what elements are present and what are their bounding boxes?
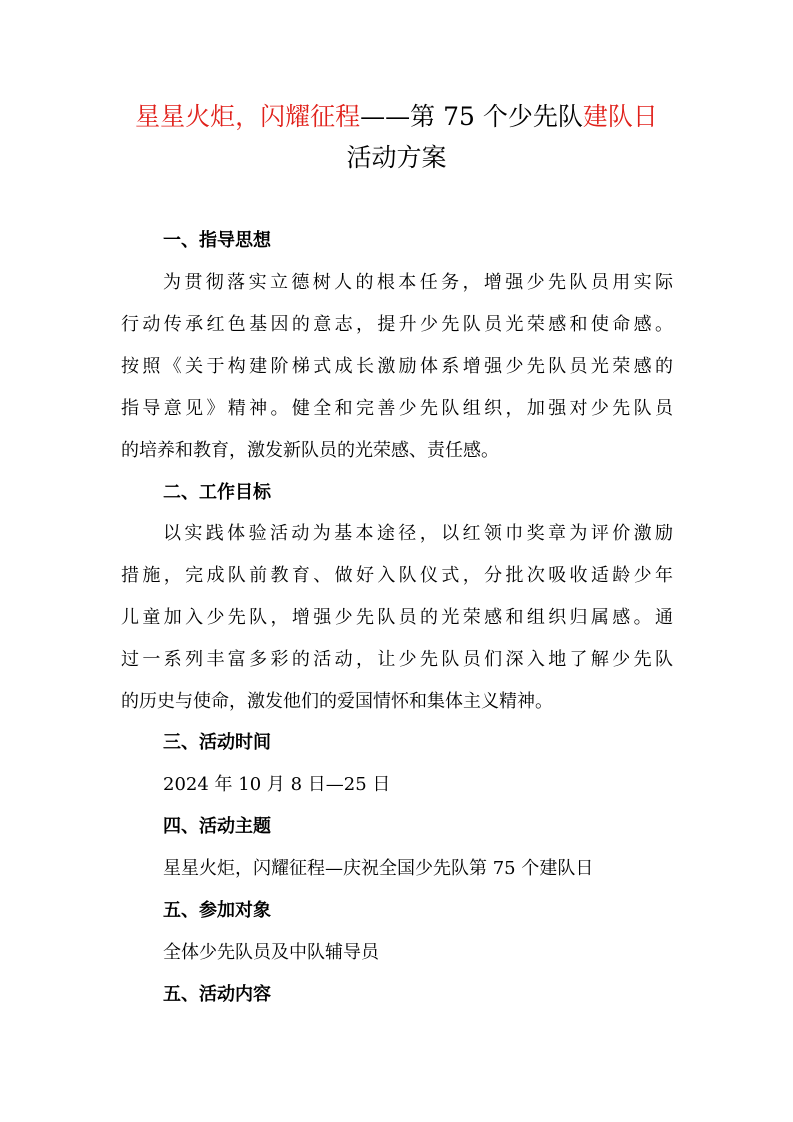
section-heading-activity-content: 五、活动内容 — [163, 984, 271, 1005]
section-heading-participants: 五、参加对象 — [163, 900, 271, 921]
paragraph-line: 过一系列丰富多彩的活动，让少先队员们深入地了解少先队 — [121, 649, 673, 670]
title-black-part: ——第 75 个少先队 — [360, 102, 583, 131]
section-heading-guiding-ideology: 一、指导思想 — [163, 230, 271, 251]
paragraph-line: 的历史与使命，激发他们的爱国情怀和集体主义精神。 — [121, 691, 553, 712]
section-heading-work-goals: 二、工作目标 — [163, 482, 271, 503]
section-heading-activity-time: 三、活动时间 — [163, 732, 271, 753]
paragraph-line: 为贯彻落实立德树人的根本任务，增强少先队员用实际 — [163, 272, 673, 293]
paragraph-line: 措施，完成队前教育、做好入队仪式，分批次吸收适龄少年 — [121, 565, 673, 586]
paragraph-line: 指导意见》精神。健全和完善少先队组织，加强对少先队员 — [121, 398, 673, 419]
paragraph-line: 以实践体验活动为基本途径，以红领巾奖章为评价激励 — [163, 523, 673, 544]
activity-time-text: 2024 年 10 月 8 日—25 日 — [163, 774, 391, 795]
title-red-part-1: 星星火炬，闪耀征程 — [135, 102, 361, 131]
paragraph-line: 的培养和教育，激发新队员的光荣感、责任感。 — [121, 440, 499, 461]
title-red-part-2: 建队日 — [582, 102, 658, 131]
paragraph-line: 儿童加入少先队，增强少先队员的光荣感和组织归属感。通 — [121, 607, 673, 628]
section-heading-activity-theme: 四、活动主题 — [163, 816, 271, 837]
activity-theme-text: 星星火炬，闪耀征程—庆祝全国少先队第 75 个建队日 — [163, 858, 594, 879]
document-title-line-2: 活动方案 — [346, 143, 447, 172]
document-title-line-1 — [0, 99, 793, 135]
participants-text: 全体少先队员及中队辅导员 — [163, 942, 379, 963]
paragraph-line: 行动传承红色基因的意志，提升少先队员光荣感和使命感。 — [121, 314, 673, 335]
paragraph-line: 按照《关于构建阶梯式成长激励体系增强少先队员光荣感的 — [121, 356, 673, 377]
